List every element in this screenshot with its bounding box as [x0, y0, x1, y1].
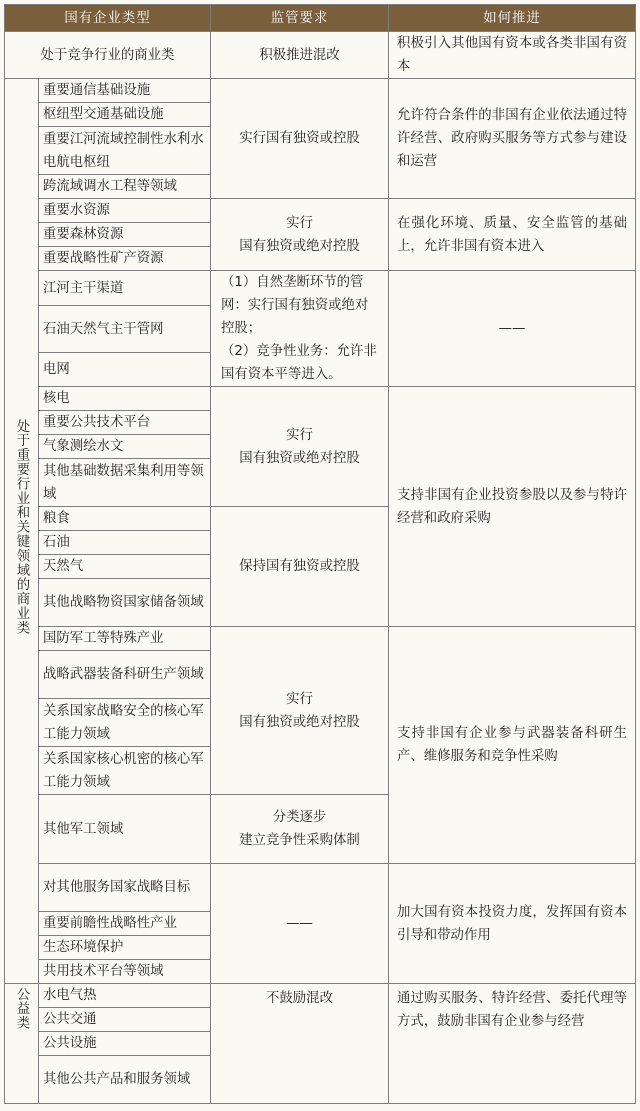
table-row	[5, 199, 636, 223]
table-row	[5, 79, 636, 103]
list-item: 重要前瞻性战略性产业	[39, 912, 211, 936]
list-item: 其他公共产品和服务领域	[39, 1056, 211, 1104]
table-row	[5, 864, 636, 912]
header-row	[5, 5, 636, 32]
category-key-sectors	[5, 79, 39, 984]
list-item: 重要江河流域控制性水利水电航电枢纽	[39, 127, 211, 175]
promotion-cell: 允许符合条件的非国有企业依法通过特许经营、政府购买服务等方式参与建设和运营	[389, 79, 636, 199]
requirement-cell: 积极推进混改	[211, 32, 389, 79]
list-item: 石油	[39, 531, 211, 555]
header-regulatory-requirement: 监管要求	[211, 5, 389, 32]
requirement-cell: ——	[211, 864, 389, 984]
list-item: 关系国家战略安全的核心军工能力领域	[39, 699, 211, 747]
category-public-welfare-label: 公益类	[14, 987, 29, 1031]
promotion-cell: ——	[389, 271, 636, 387]
list-item: 核电	[39, 387, 211, 411]
list-item: 关系国家核心机密的核心军工能力领域	[39, 747, 211, 795]
category-public-welfare	[5, 984, 39, 1104]
table-row	[5, 32, 636, 79]
requirement-cell: 实行国有独资或控股	[211, 79, 389, 199]
category-key-sectors-label: 处于重要行业和关键领域的商业类	[14, 419, 29, 635]
list-item: 国防军工等特殊产业	[39, 627, 211, 651]
header-how-to-promote: 如何推进	[389, 5, 636, 32]
list-item: 重要森林资源	[39, 223, 211, 247]
table-row	[5, 627, 636, 651]
promotion-cell: 支持非国有企业投资参股以及参与特许经营和政府采购	[389, 387, 636, 627]
list-item: 水电气热	[39, 984, 211, 1008]
list-item: 电网	[39, 352, 211, 386]
state-enterprise-classification-table	[4, 4, 636, 1104]
promotion-cell: 积极引入其他国有资本或各类非国有资本	[389, 32, 636, 79]
table-row	[5, 984, 636, 1008]
list-item: 重要水资源	[39, 199, 211, 223]
promotion-cell: 支持非国有企业参与武器装备科研生产、维修服务和竞争性采购	[389, 627, 636, 864]
list-item: 其他基础数据采集利用等领域	[39, 459, 211, 507]
list-item: 石油天然气主干管网	[39, 306, 211, 353]
promotion-cell: 加大国有资本投资力度，发挥国有资本引导和带动作用	[389, 864, 636, 984]
list-item: 重要公共技术平台	[39, 411, 211, 435]
requirement-cell: 分类逐步 建立竞争性采购体制	[211, 795, 389, 864]
requirement-cell: 不鼓励混改	[211, 984, 389, 1104]
requirement-cell: 保持国有独资或控股	[211, 507, 389, 627]
list-item: 天然气	[39, 555, 211, 579]
list-item: 粮食	[39, 507, 211, 531]
promotion-cell: 通过购买服务、特许经营、委托代理等方式，鼓励非国有企业参与经营	[389, 984, 636, 1104]
list-item: 公共设施	[39, 1032, 211, 1056]
requirement-cell: 实行 国有独资或绝对控股	[211, 199, 389, 271]
list-item: 跨流域调水工程等领域	[39, 175, 211, 199]
list-item: 重要通信基础设施	[39, 79, 211, 103]
table-row	[5, 271, 636, 306]
promotion-cell: 在强化环境、质量、安全监管的基础上，允许非国有资本进入	[389, 199, 636, 271]
requirement-cell: 实行 国有独资或绝对控股	[211, 387, 389, 507]
list-item: 公共交通	[39, 1008, 211, 1032]
list-item: 其他军工领域	[39, 795, 211, 864]
list-item: 重要战略性矿产资源	[39, 247, 211, 271]
list-item: 江河主干渠道	[39, 271, 211, 306]
list-item: 生态环境保护	[39, 936, 211, 960]
list-item: 共用技术平台等领域	[39, 960, 211, 984]
list-item: 枢纽型交通基础设施	[39, 103, 211, 127]
list-item: 战略武器装备科研生产领域	[39, 651, 211, 699]
list-item: 其他战略物资国家储备领域	[39, 579, 211, 627]
header-enterprise-type: 国有企业类型	[5, 5, 211, 32]
list-item: 对其他服务国家战略目标	[39, 864, 211, 912]
list-item: 气象测绘水文	[39, 435, 211, 459]
requirement-cell: （1）自然垄断环节的管网：实行国有独资或绝对控股； （2）竞争性业务：允许非国有资本平等进入。	[211, 271, 389, 387]
requirement-cell: 实行 国有独资或绝对控股	[211, 627, 389, 795]
table-row	[5, 387, 636, 411]
category-competitive: 处于竞争行业的商业类	[5, 32, 211, 79]
